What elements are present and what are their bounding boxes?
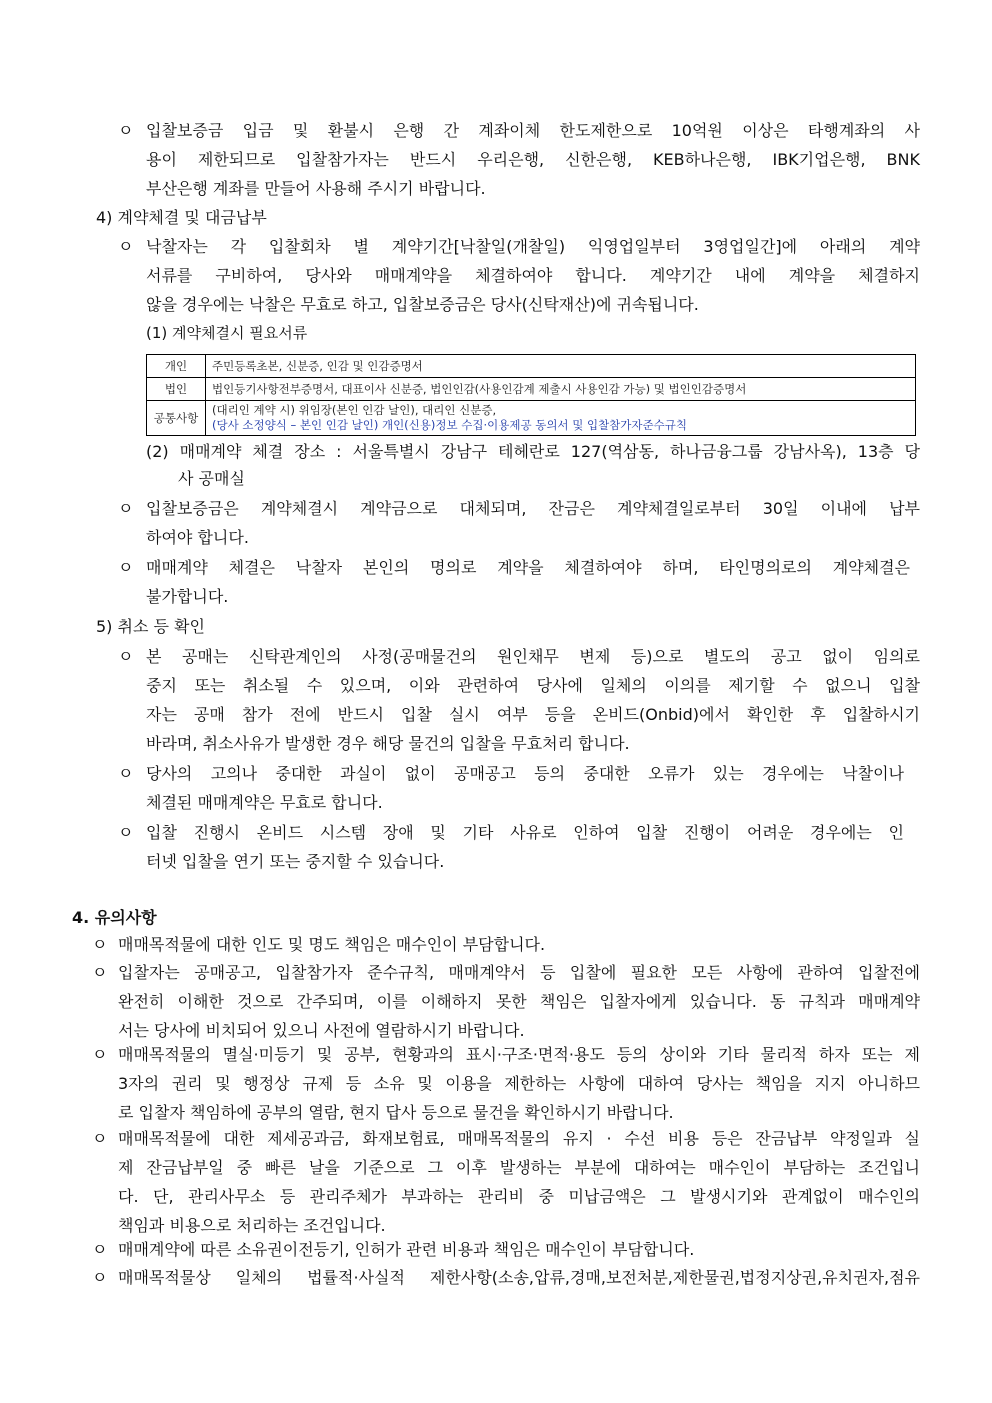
notes-heading: 4. 유의사항	[72, 908, 157, 927]
text-line: 매매계약에 따른 소유권이전등기, 인허가 관련 비용과 책임은 매수인이 부담합니다.	[118, 1240, 695, 1259]
text-line: 용이 제한되므로 입찰참가자는 반드시 우리은행, 신한은행, KEB하나은행, IBK기업은행, BNK	[146, 150, 920, 169]
table-row	[147, 401, 916, 436]
table-row	[147, 378, 916, 401]
text-line: 바라며, 취소사유가 발생한 경우 해당 물건의 입찰을 무효처리 합니다.	[146, 734, 630, 753]
text-line: 서류를 구비하여, 당사와 매매계약을 체결하여야 합니다. 계약기간 내에 계약을 체결하지	[146, 266, 920, 285]
bullet: ㅇ	[118, 823, 134, 842]
text-line: 매매목적물상 일체의 법률적·사실적 제한사항(소송,압류,경매,보전처분,제한물권,법정지상권,유치권자,점유	[118, 1268, 920, 1287]
required-documents-title: (1) 계약체결시 필요서류	[146, 324, 308, 342]
note-property-defects	[118, 1040, 920, 1127]
text-line: 완전히 이해한 것으로 간주되며, 이를 이해하지 못한 책임은 입찰자에게 있습니다. 동 규칙과 매매계약	[118, 992, 920, 1011]
note-bidder-understanding	[118, 958, 920, 1045]
text-line: 입찰보증금은 계약체결시 계약금으로 대체되며, 잔금은 계약체결일로부터 30일 이내에 납부	[146, 499, 920, 518]
text-line: 제 잔금납부일 중 빠른 날을 기준으로 그 이후 발생하는 부분에 대하여는 매수인이 부담하는 조건입니	[118, 1158, 920, 1177]
text-line: 하여야 합니다.	[146, 528, 249, 547]
text-line: 로 입찰자 책임하에 공부의 열람, 현지 답사 등으로 물건을 확인하시기 바랍니다.	[118, 1103, 674, 1122]
text-line: 터넷 입찰을 연기 또는 중지할 수 있습니다.	[146, 852, 445, 871]
text-line: 사 공매실	[178, 469, 245, 488]
bullet: ㅇ	[118, 121, 134, 140]
note-taxes-costs	[118, 1124, 920, 1240]
text-line: 입찰보증금 입금 및 환불시 은행 간 계좌이체 한도제한으로 10억원 이상은 타행계좌의 사	[146, 121, 920, 140]
bullet: ㅇ	[92, 1129, 108, 1148]
text-line: 당사의 고의나 중대한 과실이 없이 공매공고 등의 중대한 오류가 있는 경우에는 낙찰이나	[146, 764, 904, 783]
text-line: 3자의 권리 및 행정상 규제 등 소유 및 이용을 제한하는 사항에 대하여 당사는 책임을 지지 아니하므	[118, 1074, 920, 1093]
bullet: ㅇ	[118, 237, 134, 256]
note-registration	[118, 1235, 920, 1264]
note-delivery	[118, 930, 918, 959]
bullet: ㅇ	[118, 558, 134, 577]
text-line: 책임과 비용으로 처리하는 조건입니다.	[118, 1216, 386, 1235]
table-cell-key: 법인	[147, 378, 206, 401]
bullet: ㅇ	[92, 1045, 108, 1064]
bullet: ㅇ	[118, 647, 134, 666]
note-legal-restrictions	[118, 1263, 920, 1292]
text-line: 않을 경우에는 낙찰은 무효로 하고, 입찰보증금은 당사(신탁재산)에 귀속됩니다.	[146, 295, 699, 314]
text-line: 자는 공매 참가 전에 반드시 입찰 실시 여부 등을 온비드(Onbid)에서 확인한 후 입찰하시기	[146, 705, 920, 724]
bullet: ㅇ	[118, 764, 134, 783]
section-heading-cancellation: 5) 취소 등 확인	[96, 617, 205, 636]
required-documents-table	[146, 354, 916, 436]
table-cell-key: 개인	[147, 355, 206, 378]
text-line: 매매목적물에 대한 인도 및 명도 책임은 매수인이 부담합니다.	[118, 935, 546, 954]
paragraph-invalid-contract	[146, 759, 904, 817]
paragraph-contract-name	[146, 553, 910, 611]
table-cell-value: 주민등록초본, 신분증, 인감 및 인감증명서	[206, 355, 916, 378]
text-line: 입찰 진행시 온비드 시스템 장애 및 기타 사유로 인하여 입찰 진행이 어려운 경우에는 인	[146, 823, 904, 842]
paragraph-cancellation	[146, 642, 920, 758]
text-line: 다. 단, 관리사무소 등 관리주체가 부과하는 관리비 중 미납금액은 그 발생시기와 관계없이 매수인의	[118, 1187, 920, 1206]
text-line: 중지 또는 취소될 수 있으며, 이와 관련하여 당사에 일체의 이의를 제기할 수 없으니 입찰	[146, 676, 920, 695]
bullet: ㅇ	[92, 1240, 108, 1259]
paragraph-contract-period	[146, 232, 920, 319]
text-line: 입찰자는 공매공고, 입찰참가자 준수규칙, 매매계약서 등 입찰에 필요한 모든 사항에 관하여 입찰전에	[118, 963, 920, 982]
paragraph-deposit-transfer	[146, 116, 920, 203]
text-line: (2) 매매계약 체결 장소 : 서울특별시 강남구 테헤란로 127(역삼동, 하나금융그룹 강남사옥), 13층 당	[146, 442, 920, 461]
table-cell-line: (대리인 계약 시) 위임장(본인 인감 날인), 대리인 신분증,	[212, 403, 497, 417]
paragraph-system-failure	[146, 818, 904, 876]
table-cell-line: (당사 소정양식 – 본인 인감 날인) 개인(신용)정보 수집·이용제공 동의서 및 입찰참가자준수규칙	[212, 418, 687, 432]
text-line: 매매계약 체결은 낙찰자 본인의 명의로 계약을 체결하여야 하며, 타인명의로의 계약체결은	[146, 558, 910, 577]
table-cell-value	[206, 401, 916, 436]
text-line: 매매목적물의 멸실·미등기 및 공부, 현황과의 표시·구조·면적·용도 등의 상이와 기타 물리적 하자 또는 제	[118, 1045, 920, 1064]
text-line: 불가합니다.	[146, 587, 229, 606]
text-line: 체결된 매매계약은 무효로 합니다.	[146, 793, 383, 812]
bullet: ㅇ	[92, 1268, 108, 1287]
text-line: 매매목적물에 대한 제세공과금, 화재보험료, 매매목적물의 유지 · 수선 비용 등은 잔금납부 약정일과 실	[118, 1129, 920, 1148]
section-heading-contract: 4) 계약체결 및 대금납부	[96, 208, 267, 227]
bullet: ㅇ	[92, 935, 108, 954]
contract-place	[146, 438, 920, 492]
table-cell-value: 법인등기사항전부증명서, 대표이사 신분증, 법인인감(사용인감계 제출시 사용인감 가능) 및 법인인감증명서	[206, 378, 916, 401]
bullet: ㅇ	[118, 499, 134, 518]
text-line: 부산은행 계좌를 만들어 사용해 주시기 바랍니다.	[146, 179, 486, 198]
text-line: 본 공매는 신탁관계인의 사정(공매물건의 원인채무 변제 등)으로 별도의 공고 없이 임의로	[146, 647, 920, 666]
bullet: ㅇ	[92, 963, 108, 982]
text-line: 서는 당사에 비치되어 있으니 사전에 열람하시기 바랍니다.	[118, 1021, 525, 1040]
table-row	[147, 355, 916, 378]
text-line: 낙찰자는 각 입찰회차 별 계약기간[낙찰일(개찰일) 익영업일부터 3영업일간]에 아래의 계약	[146, 237, 920, 256]
table-cell-key: 공통사항	[147, 401, 206, 436]
paragraph-deposit-substitution	[146, 494, 920, 552]
